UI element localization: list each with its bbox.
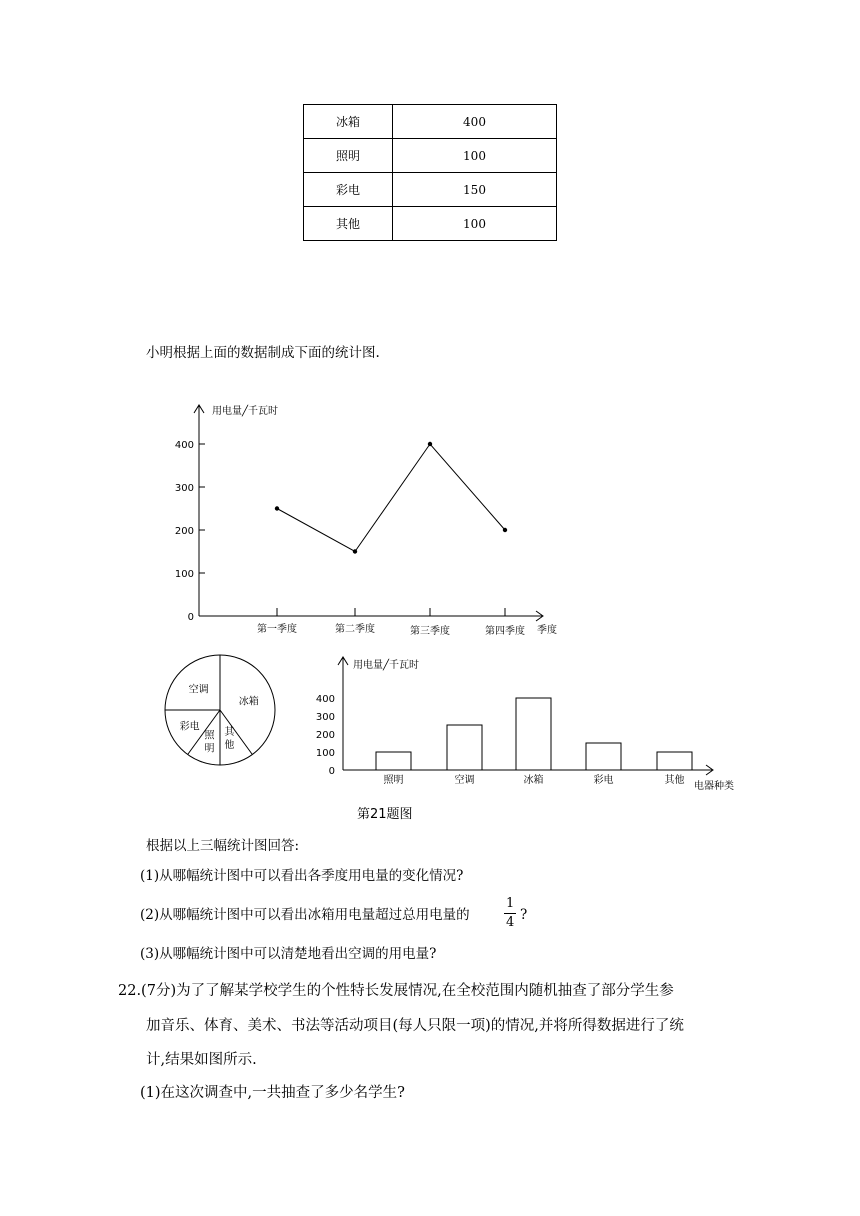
y-axis-label: 用电量╱千瓦时	[353, 660, 420, 671]
y-tick-label: 300	[315, 712, 335, 723]
table-row	[304, 139, 557, 173]
question-2-pre: (2)从哪幅统计图中可以看出冰箱用电量超过总用电量的	[140, 907, 470, 923]
table-cell-name: 其他	[304, 207, 393, 241]
problem-22-line-3: 计,结果如图所示.	[146, 1052, 257, 1068]
y-tick-label: 400	[174, 440, 194, 451]
data-point	[275, 506, 279, 510]
bar-chart	[315, 650, 745, 795]
pie-chart	[160, 645, 290, 775]
data-point	[428, 442, 432, 446]
pie-slice-label: 冰箱	[238, 696, 259, 708]
question-2-post: ?	[520, 907, 528, 923]
line-chart	[160, 400, 580, 640]
usage-table	[303, 104, 557, 241]
bar	[516, 698, 551, 770]
intro-text: 小明根据上面的数据制成下面的统计图.	[146, 345, 380, 361]
y-tick-label: 300	[174, 483, 194, 494]
table-row	[304, 207, 557, 241]
y-tick-label: 400	[315, 694, 335, 705]
x-tick-label: 冰箱	[523, 775, 544, 786]
table-cell-name: 冰箱	[304, 105, 393, 139]
fraction-bar	[504, 913, 516, 914]
x-tick-label: 第一季度	[257, 624, 297, 635]
table-cell-value: 100	[393, 207, 557, 241]
y-tick-label: 0	[187, 612, 194, 623]
table-cell-name: 彩电	[304, 173, 393, 207]
y-tick-label: 100	[315, 748, 335, 759]
y-tick-label: 200	[315, 730, 335, 741]
x-tick-label: 空调	[454, 775, 475, 786]
x-tick-label: 第三季度	[410, 626, 450, 637]
table-cell-value: 150	[393, 173, 557, 207]
x-axis-label: 电器种类	[694, 781, 734, 792]
x-tick-label: 照明	[383, 775, 404, 786]
pie-slice-label: 照明	[204, 730, 215, 755]
pie-slice-label: 空调	[188, 684, 209, 696]
table-cell-value: 100	[393, 139, 557, 173]
y-tick-label: 100	[174, 569, 194, 580]
bar	[586, 743, 621, 770]
series-line	[277, 444, 505, 552]
table-row	[304, 173, 557, 207]
pie-slice-label: 彩电	[179, 721, 200, 733]
table-cell-name: 照明	[304, 139, 393, 173]
data-point	[353, 549, 357, 553]
x-tick-label: 第四季度	[485, 626, 525, 637]
y-tick-label: 0	[328, 766, 335, 777]
x-tick-label: 其他	[664, 775, 685, 786]
y-axis-label: 用电量╱千瓦时	[212, 406, 279, 417]
usage-table-body	[304, 105, 557, 241]
problem-22-line-2: 加音乐、体育、美术、书法等活动项目(每人只限一项)的情况,并将所得数据进行了统	[146, 1018, 684, 1034]
question-intro: 根据以上三幅统计图回答:	[146, 838, 300, 854]
figure-caption: 第21题图	[357, 807, 413, 822]
table-row	[304, 105, 557, 139]
question-1: (1)从哪幅统计图中可以看出各季度用电量的变化情况?	[140, 868, 464, 884]
x-axis-label: 季度	[537, 625, 557, 636]
pie-slice-label: 其他	[224, 726, 235, 751]
fraction-numerator: 1	[506, 896, 515, 911]
problem-22-question-1: (1)在这次调查中,一共抽查了多少名学生?	[140, 1085, 405, 1101]
data-point	[503, 528, 507, 532]
bar	[376, 752, 411, 770]
fraction-denominator: 4	[506, 915, 515, 930]
x-tick-label: 第二季度	[335, 624, 375, 635]
x-tick-label: 彩电	[593, 775, 614, 786]
bar	[447, 725, 482, 770]
table-cell-value: 400	[393, 105, 557, 139]
y-tick-label: 200	[174, 526, 194, 537]
question-3: (3)从哪幅统计图中可以清楚地看出空调的用电量?	[140, 946, 437, 962]
bar	[657, 752, 692, 770]
problem-22-line-1: 22.(7分)为了了解某学校学生的个性特长发展情况,在全校范围内随机抽查了部分学生参	[118, 983, 674, 999]
